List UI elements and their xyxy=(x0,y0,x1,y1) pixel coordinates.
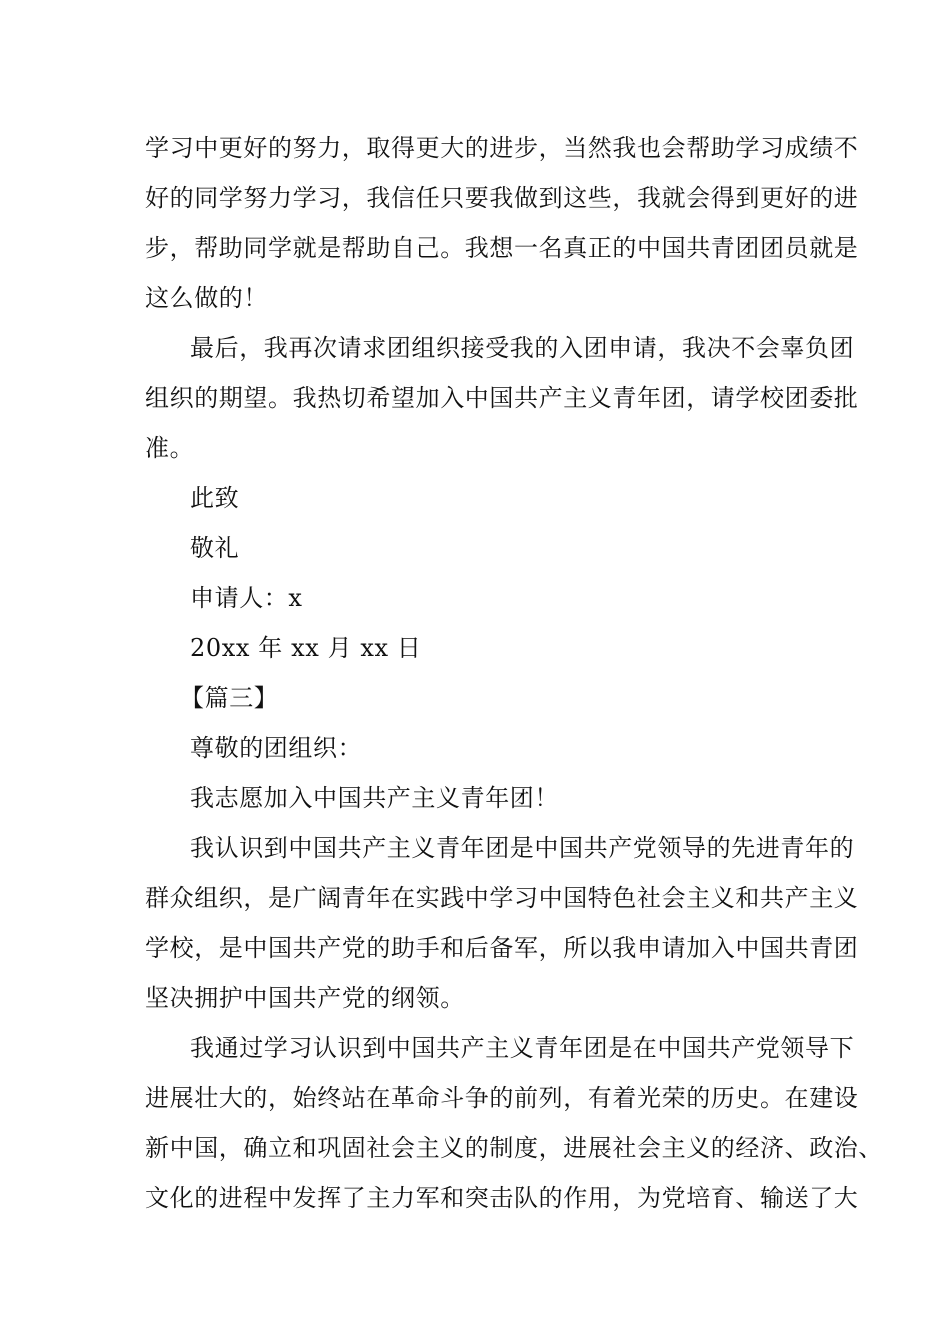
applicant-line: 申请人：x xyxy=(190,584,303,612)
text-line: 组织的期望。我热切希望加入中国共产主义青年团，请学校团委批 xyxy=(145,384,859,412)
text-line: 最后，我再次请求团组织接受我的入团申请，我决不会辜负团 xyxy=(190,334,855,362)
text-line: 进展壮大的，始终站在革命斗争的前列，有着光荣的历史。在建设 xyxy=(145,1084,859,1112)
text-line: 学习中更好的努力，取得更大的进步，当然我也会帮助学习成绩不 xyxy=(145,134,859,162)
text-line: 我认识到中国共产主义青年团是中国共产党领导的先进青年的 xyxy=(190,834,855,862)
text-line: 学校，是中国共产党的助手和后备军，所以我申请加入中国共青团 xyxy=(145,934,859,962)
text-line: 准。 xyxy=(145,434,195,462)
text-line: 好的同学努力学习，我信任只要我做到这些，我就会得到更好的进 xyxy=(145,184,859,212)
text-line: 文化的进程中发挥了主力军和突击队的作用，为党培育、输送了大 xyxy=(145,1184,859,1212)
text-line: 这么做的！ xyxy=(145,284,268,312)
text-line: 我通过学习认识到中国共产主义青年团是在中国共产党领导下 xyxy=(190,1034,855,1062)
section-heading: 【篇三】 xyxy=(180,684,279,712)
text-line: 坚决拥护中国共产党的纲领。 xyxy=(145,984,465,1012)
salutation: 尊敬的团组织： xyxy=(190,734,363,762)
declaration: 我志愿加入中国共产主义青年团！ xyxy=(190,784,559,812)
date-line: 20xx 年 xx 月 xx 日 xyxy=(190,634,422,662)
closing-line: 敬礼 xyxy=(190,534,240,562)
closing-line: 此致 xyxy=(190,484,240,512)
text-line: 群众组织，是广阔青年在实践中学习中国特色社会主义和共产主义 xyxy=(145,884,859,912)
text-line: 步，帮助同学就是帮助自己。我想一名真正的中国共青团团员就是 xyxy=(145,234,859,262)
text-line: 新中国，确立和巩固社会主义的制度，进展社会主义的经济、政治、 xyxy=(145,1134,883,1162)
